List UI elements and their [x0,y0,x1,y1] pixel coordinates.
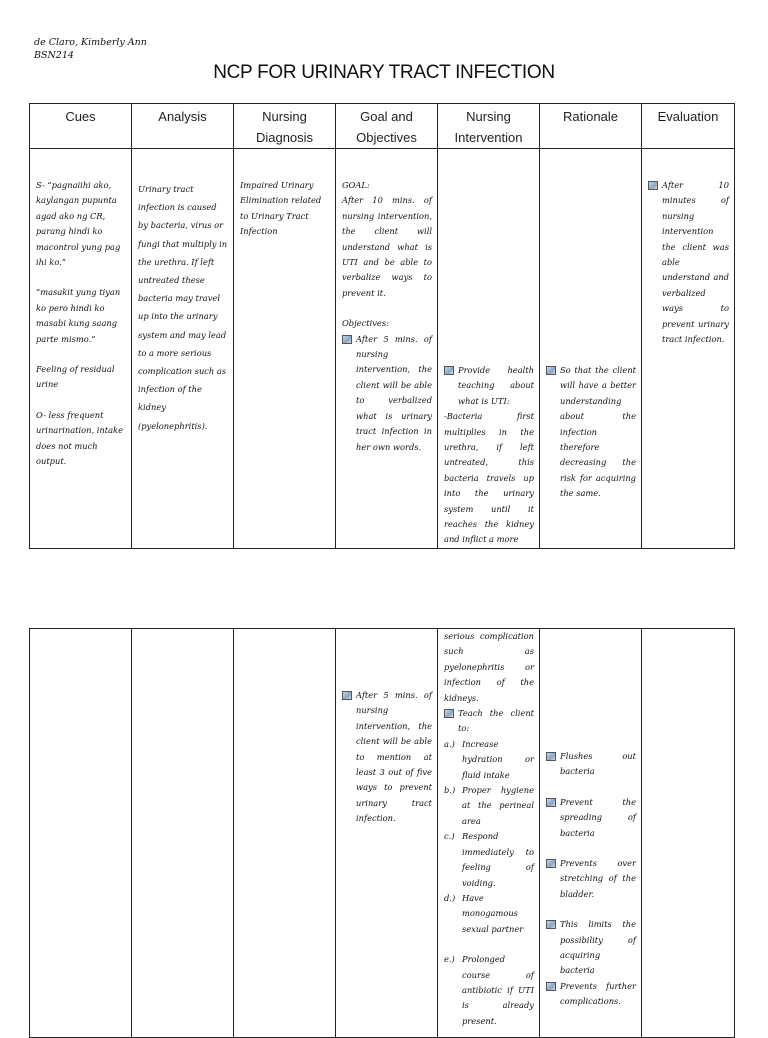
rationale-item: Prevents further complications. [560,980,636,1007]
ncp-table-page2 [29,628,735,1038]
checkbox-bullet-icon [648,181,658,190]
teach-item: Proper hygiene at the perineal area [462,785,534,826]
page-title: NCP FOR URINARY TRACT INFECTION [213,62,555,83]
checkbox-bullet-icon [546,366,556,375]
checkbox-bullet-icon [342,691,352,700]
diagnosis-cell [234,149,336,549]
rationale-item: Flushes out bacteria [560,751,636,777]
rationale-cell-cont [540,629,642,1038]
cues-cell [30,149,132,549]
teach-item-marker: b.) [444,785,456,796]
header-goal-objectives: Goal and Objectives [336,104,438,149]
teach-item-marker: a.) [444,738,455,749]
header-row [30,104,735,149]
teach-item: Respond immediately to feeling of voiding. [462,831,534,888]
intervention-1-detail: -Bacteria first multiplies in the urethra, if left untreated, this bacteria travels up into the urinary system until it reaches the kidney and inflict a more [444,411,534,545]
evaluation-cell-cont [642,629,735,1038]
diagnosis-text: Impaired Urinary Elimination related to Urinary Tract Infection [240,180,322,237]
goal-cell [336,149,438,549]
teach-item-marker: d.) [444,892,456,903]
header-nursing-intervention: Nursing Intervention [438,104,540,149]
teach-item-marker: c.) [444,831,455,842]
header-rationale: Rationale [540,104,642,149]
cue-subjective-2: “masakit yung tiyan ko pero hindi ko masabi kung saang parte mismo.” [36,287,121,344]
rationale-cell [540,149,642,549]
intervention-cell [438,149,540,549]
rationale-item: This limits the possibility of acquiring bacteria [560,919,636,976]
teach-label: Teach the client to: [458,708,534,734]
diagnosis-cell-cont [234,629,336,1038]
ncp-table-page1 [29,103,735,549]
checkbox-bullet-icon [546,859,556,868]
checkbox-bullet-icon [444,366,454,375]
cue-subjective-1: S- “pagnaiihi ako, kaylangan pupunta agad ako ng CR, parang hindi ko macontrol yung pag ihi ko.” [36,180,121,268]
header-evaluation: Evaluation [642,104,735,149]
analysis-cell [132,149,234,549]
author-block [34,36,147,62]
intervention-cell-cont [438,629,540,1038]
cues-cell-cont [30,629,132,1038]
objective-2-text: After 5 mins. of nursing intervention, the client will be able to mention at least 3 out of five ways to prevent urinary tract infection. [356,690,432,824]
author-section: BSN214 [34,50,74,61]
evaluation-text: After 10 minutes of nursing intervention the client was able understand and verbalized ways to prevent urinary tract infection. [662,180,729,345]
checkbox-bullet-icon [342,335,352,344]
checkbox-bullet-icon [444,709,454,718]
header-nursing-diagnosis: Nursing Diagnosis [234,104,336,149]
goal-text: After 10 mins. of nursing intervention, the client will understand what is UTI and be able to verbalize ways to prevent it. [342,195,432,298]
intervention-continuation: serious complication such as pyelonephritis or infection of the kidneys. [444,631,534,703]
rationale-1-text: So that the client will have a better understanding about the infection therefore decreasing the risk for acquiring the same. [560,365,636,499]
teach-item: Prolonged course of antibiotic if UTI is already present. [462,954,534,1026]
evaluation-cell [642,149,735,549]
checkbox-bullet-icon [546,752,556,761]
rationale-item: Prevent the spreading of bacteria [560,796,636,838]
checkbox-bullet-icon [546,920,556,929]
objective-1-text: After 5 mins. of nursing intervention, the client will be able to verbalized what is urinary tract infection in her own words. [356,333,432,452]
goal-label: GOAL: [342,180,370,190]
rationale-item: Prevents over stretching of the bladder. [560,858,636,899]
teach-item: Increase hydration or fluid intake [462,738,534,780]
content-row [30,149,735,549]
continuation-row [30,629,735,1038]
checkbox-bullet-icon [546,982,556,991]
analysis-text: Urinary tract infection is caused by bacteria, virus or fungi that multiply in the urethra. If left untreated these bacteria may travel up into the urinary system and may lead to a more serious complication such as infection of the kidney (pyelonephritis). [138,184,228,431]
analysis-cell-cont [132,629,234,1038]
checkbox-bullet-icon [546,798,556,807]
cue-residual-urine: Feeling of residual urine [36,364,115,390]
goal-cell-cont [336,629,438,1038]
objectives-label: Objectives: [342,318,389,329]
header-analysis: Analysis [132,104,234,149]
cue-objective: O- less frequent urinarination, intake does not much output. [36,409,123,467]
header-cues: Cues [30,104,132,149]
author-name: de Claro, Kimberly Ann [34,37,147,48]
teach-item: Have monogamous sexual partner [462,892,524,934]
teach-item-marker: e.) [444,954,455,965]
intervention-1-text: Provide health teaching about what is UTI: [458,365,534,406]
